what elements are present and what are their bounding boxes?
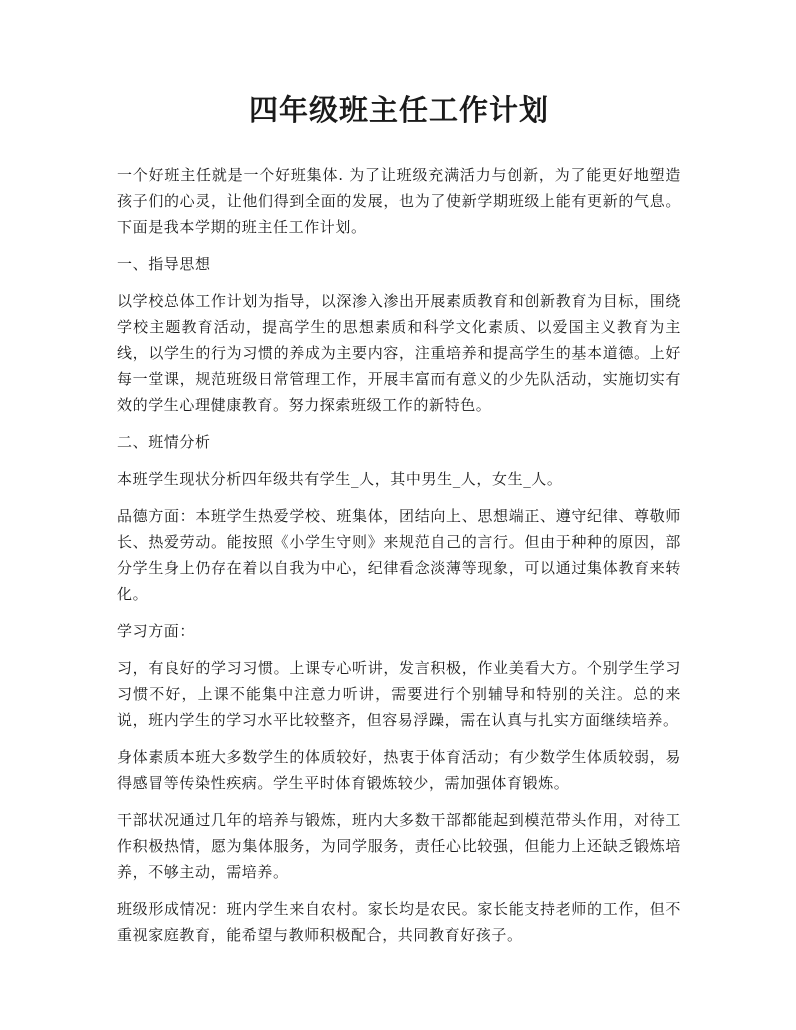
study-heading: 学习方面： [117, 622, 196, 640]
class-status-paragraph: 本班学生现状分析四年级共有学生_人，其中男生_人，女生_人。 [117, 470, 563, 488]
physical-paragraph: 身体素质本班大多数学生的体质较好，热衷于体育活动；有少数学生体质较弱，易得感冒等传染性疾病。学生平时体育锻炼较少，需加强体育锻炼。 [117, 748, 681, 792]
section-heading-guiding-ideology: 一、指导思想 [117, 255, 211, 273]
document-title: 四年级班主任工作计划 [248, 93, 549, 127]
section-heading-class-analysis: 二、班情分析 [117, 433, 211, 451]
study-paragraph: 习，有良好的学习习惯。上课专心听讲，发言积极，作业美看大方。个别学生学习习惯不好，上课不能集中注意力听讲，需要进行个别辅导和特别的关注。总的来说，班内学生的学习水平比较整齐，但容易浮躁，需在认真与扎实方面继续培养。 [117, 659, 681, 729]
intro-paragraph: 一个好班主任就是一个好班集体. 为了让班级充满活力与创新，为了能更好地塑造孩子们的心灵，让他们得到全面的发展，也为了使新学期班级上能有更新的气息。下面是我本学期的班主任工作计划。 [117, 166, 681, 236]
moral-paragraph: 品德方面：本班学生热爱学校、班集体，团结向上、思想端正、遵守纪律、尊敬师长、热爱劳动。能按照《小学生守则》来规范自己的言行。但由于种种的原因，部分学生身上仍存在着以自我为中心，纪律看念淡薄等现象，可以通过集体教育来转化。 [117, 507, 681, 603]
class-formation-paragraph: 班级形成情况：班内学生来自农村。家长均是农民。家长能支持老师的工作，但不重视家庭教育，能希望与教师积极配合，共同教育好孩子。 [117, 900, 681, 944]
guiding-ideology-paragraph: 以学校总体工作计划为指导，以深渗入渗出开展素质教育和创新教育为目标，围绕学校主题教育活动，提高学生的思想素质和科学文化素质、以爱国主义教育为主线，以学生的行为习惯的养成为主要内容，注重培养和提高学生的基本道德。上好每一堂课，规范班级日常管理工作，开展丰富而有意义的少先队活动，实施切实有效的学生心理健康教育。努力探索班级工作的新特色。 [117, 292, 681, 414]
cadre-paragraph: 干部状况通过几年的培养与锻炼，班内大多数干部都能起到模范带头作用，对待工作积极热情，愿为集体服务，为同学服务，责任心比较强，但能力上还缺乏锻炼培养，不够主动，需培养。 [117, 811, 681, 881]
